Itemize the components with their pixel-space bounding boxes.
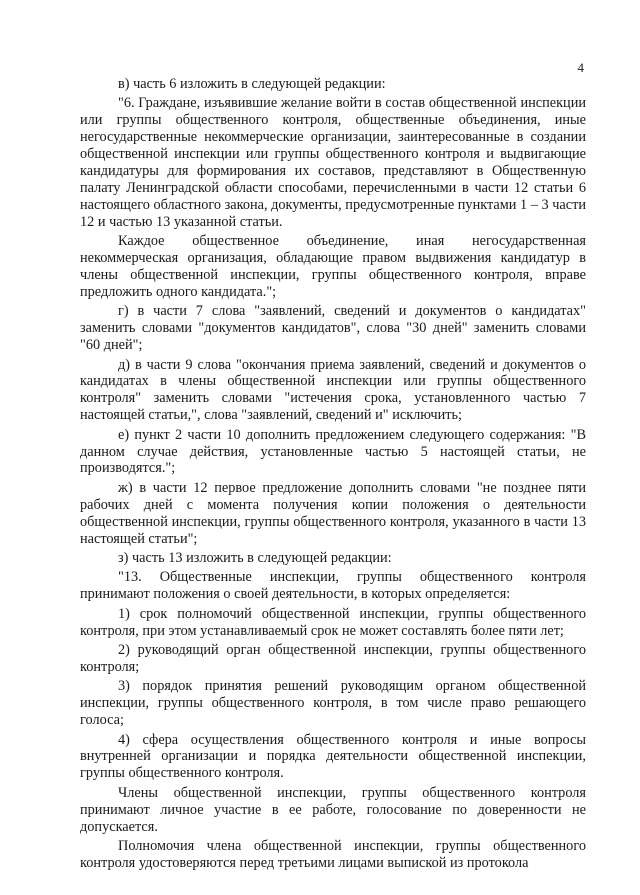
paragraph-amendment-d: д) в части 9 слова "окончания приема заявлений, сведений и документов о кандидатах в члены общественной инспекции или группы общественного контроля" заменить словами "истечения срока, установленного частью 7 настоящей статьи,", слова "заявлений, сведений и" исключить; [80,356,586,424]
paragraph-amendment-zh: ж) в части 12 первое предложение дополнить словами "не позднее пяти рабочих дней с момента получения копии положения о деятельности общественной инспекции, группы общественного контроля, указанного в части 13 настоящей статьи"; [80,479,586,547]
paragraph-part-6-continuation: Каждое общественное объединение, иная негосударственная некоммерческая организация, обладающие правом выдвижения кандидатур в члены общественной инспекции, группы общественного контроля, вправе предложить одного кандидата."; [80,233,586,300]
paragraph-amendment-e: е) пункт 2 части 10 дополнить предложением следующего содержания: "В данном случае действия, установленные частью 5 настоящей статьи, не производятся."; [80,426,586,477]
list-item-4: 4) сфера осуществления общественного контроля и иные вопросы внутренней организации и порядка деятельности общественной инспекции, группы общественного контроля. [80,731,586,782]
paragraph-amendment-z: з) часть 13 изложить в следующей редакции: [118,549,392,566]
list-item-2: 2) руководящий орган общественной инспекции, группы общественного контроля; [80,642,586,675]
paragraph-amendment-g: г) в части 7 слова "заявлений, сведений и документов о кандидатах" заменить словами "документов кандидатов", слова "30 дней" заменить словами "60 дней"; [80,303,586,354]
list-item-3: 3) порядок принятия решений руководящим органом общественной инспекции, группы общественного контроля, в том числе право решающего голоса; [80,678,586,729]
document-body [80,76,586,874]
paragraph-part-6-text: "6. Граждане, изъявившие желание войти в состав общественной инспекции или группы общественного контроля, общественные объединения, иные негосударственные некоммерческие организации, заинтересованные в создании общественной инспекции или группы общественного контроля и выдвигающие кандидатуры для формирования их составов, представляют в Общественную палату Ленинградской области способами, перечисленными в части 12 статьи 6 настоящего областного закона, документы, предусмотренные пунктами 1 – 3 части 12 и частью 13 указанной статьи. [80,95,586,230]
paragraph-part-13-intro: "13. Общественные инспекции, группы общественного контроля принимают положения о своей деятельности, в которых определяется: [80,569,586,603]
paragraph-members: Члены общественной инспекции, группы общественного контроля принимают личное участие в ее работе, голосование по доверенности не допускается. [80,784,586,835]
page-number: 4 [577,60,584,75]
list-item-1: 1) срок полномочий общественной инспекции, группы общественного контроля, при этом устанавливаемый срок не может составлять более пяти лет; [80,605,586,639]
paragraph-authority: Полномочия члена общественной инспекции, группы общественного контроля удостоверяются перед третьими лицами выпиской из протокола [80,837,586,871]
paragraph-amendment-v: в) часть 6 изложить в следующей редакции: [118,76,386,92]
